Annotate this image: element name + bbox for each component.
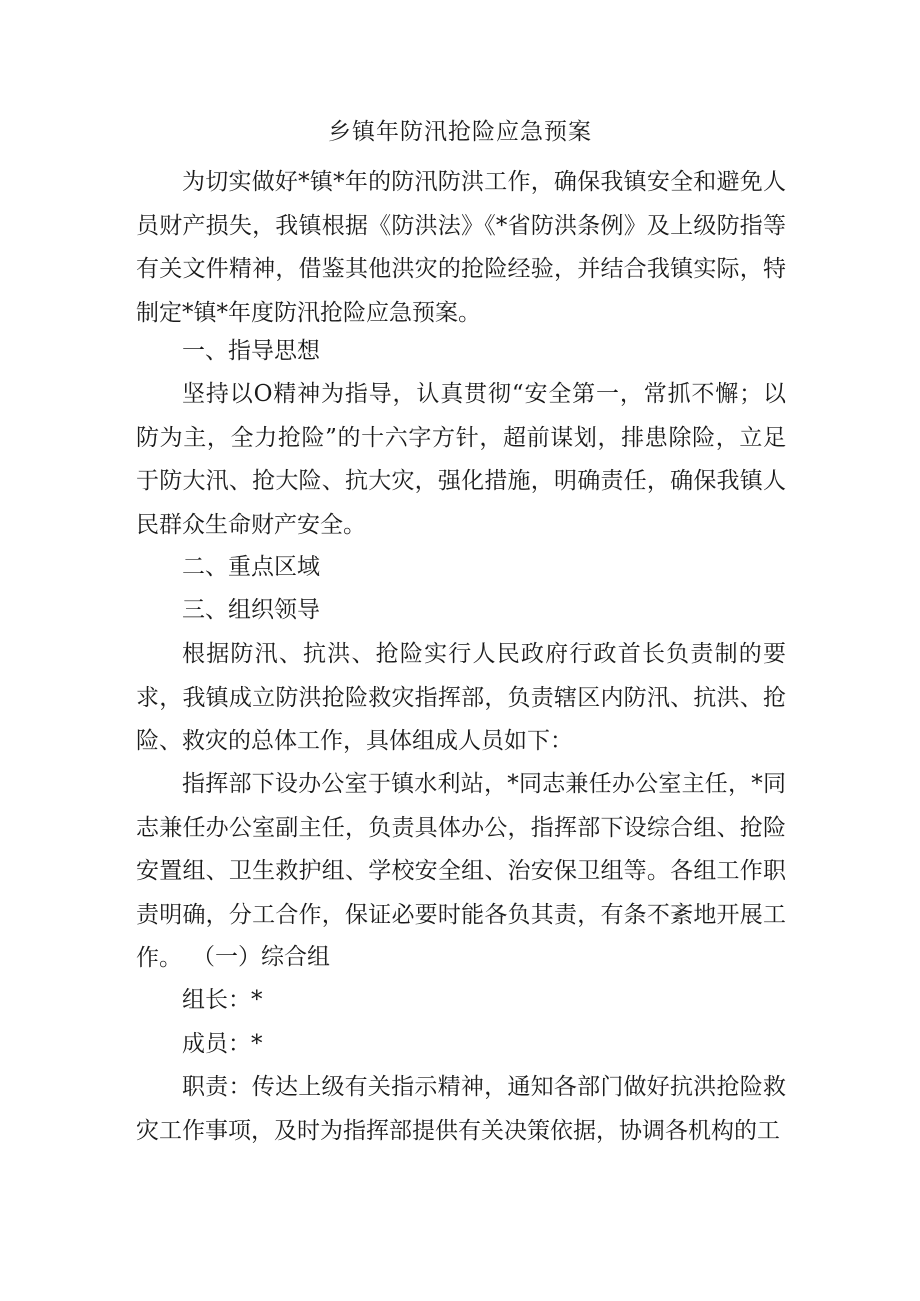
section-3-body-2: 指挥部下设办公室于镇水利站，*同志兼任办公室主任，*同志兼任办公室副主任，负责具体办公，指挥部下设综合组、抢险安置组、卫生救护组、学校安全组、治安保卫组等。各组工作职责明确，分工合作，保证必要时能各负其责，有条不紊地开展工作。 — [136, 771, 786, 971]
section-1-heading: 一、指导思想 — [182, 338, 320, 364]
section-1-body: 坚持以O精神为指导，认真贯彻“安全第一，常抓不懈；以防为主，全力抢险”的十六字方针，超前谋划，排患除险，立足于防大汛、抢大险、抗大灾，强化措施，明确责任，确保我镇人民群众生命财产安全。 — [136, 381, 786, 538]
intro-paragraph: 为切实做好*镇*年的防汛防洪工作，确保我镇安全和避免人员财产损失，我镇根据《防洪法》《*省防洪条例》及上级防指等有关文件精神，借鉴其他洪灾的抢险经验，并结合我镇实际，特制定*镇*年度防汛抢险应急预案。 — [136, 169, 786, 326]
group-1-members: 成员：* — [182, 1031, 263, 1057]
section-2-heading: 二、重点区域 — [182, 554, 320, 580]
section-3-body-1: 根据防汛、抗洪、抢险实行人民政府行政首长负责制的要求，我镇成立防洪抢险救灾指挥部，负责辖区内防汛、抗洪、抢险、救灾的总体工作，具体组成人员如下： — [136, 641, 786, 754]
section-3-heading: 三、组织领导 — [182, 597, 320, 623]
group-1-duty: 职责：传达上级有关指示精神，通知各部门做好抗洪抢险救灾工作事项，及时为指挥部提供有关决策依据，协调各机构的工 — [136, 1074, 786, 1144]
group-1-heading: （一）综合组 — [192, 944, 330, 970]
document-title: 乡镇年防汛抢险应急预案 — [328, 119, 592, 145]
group-1-leader: 组长：* — [182, 987, 263, 1013]
